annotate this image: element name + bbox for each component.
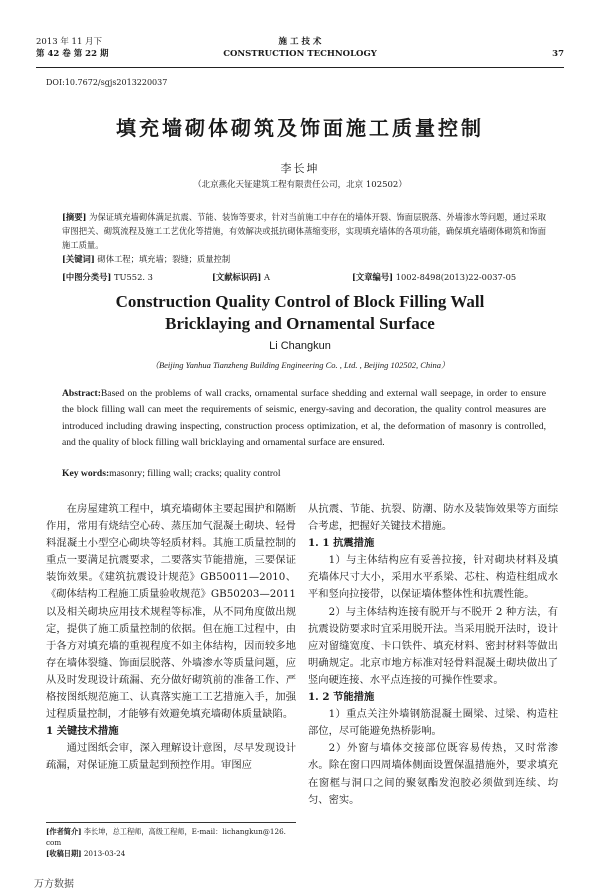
footnote-received: [46, 848, 296, 859]
energy-item-1: 1）重点关注外墙钢筋混凝土圈梁、过梁、构造柱部位，尽可能避免热桥影响。: [308, 708, 558, 738]
subsection-heading-1-2: 1. 2 节能措施: [308, 691, 375, 704]
page-number: 37: [552, 49, 564, 59]
body-column-right: [308, 501, 558, 809]
affiliation-en: （Beijing Yanhua Tianzheng Building Engineering Co. , Ltd. , Beijing 102502, China）: [150, 360, 450, 370]
footnote-author-text: 李长坤，总工程师，高级工程师，E-mail：lichangkun@126. com: [46, 827, 286, 847]
clc-number: [62, 271, 153, 283]
intro-paragraph: 在房屋建筑工程中，填充墙砌体主要起围护和隔断作用，常用有烧结空心砖、蒸压加气混凝土砌块、轻骨料混凝土小型空心砌块等轻质材料。其施工质量控制的重点一要满足抗震要求，二要落实节能措施，三要保证装饰效果。《建筑抗震设计规范》GB50011—2010、《砌体结构工程施工质量验收规范》GB50203—2011 以及相关砌块应用技术规程等标准，从不同角度做出规定，提供了施工质量控制的依据。但在施工过程中，由于各方对填充墙的重视程度不如主体结构，因而较多地存在墙体裂缝、饰面层脱落、外墙渗水等质量问题，应从及时发现设计疏漏、充分做好砌筑前的准备工作、严格按图纸规范施工、认真落实施工工艺措施入手，加强过程质量控制，才能够有效避免填充墙砌体质量缺陷。: [46, 503, 296, 721]
wanfang-logo: 万方数据: [34, 879, 74, 890]
article-no-value: 1002-8498(2013)22-0037-05: [395, 272, 517, 282]
footnote-author: [46, 826, 296, 848]
abstract-cn-label: [摘要]: [62, 212, 87, 222]
continued-paragraph: 从抗震、节能、抗裂、防潮、防水及装饰效果等方面综合考虑，把握好关键技术措施。: [308, 503, 558, 533]
article-number: [352, 271, 516, 283]
abstract-cn: [62, 210, 546, 266]
affiliation-cn: （北京燕化天钲建筑工程有限责任公司，北京 102502）: [193, 180, 407, 190]
abstract-cn-text: 为保证填充墙砌体满足抗震、节能、装饰等要求，针对当前施工中存在的墙体开裂、饰面层脱落、外墙渗水等问题，通过采取审图把关、砌筑流程及施工工艺优化等措施，有效解决或抵抗砌体蒸缩变形，实现填充墙体的各项功能，确保填充墙砌体砌筑和饰面施工质量。: [62, 212, 546, 250]
doc-code: [212, 271, 270, 283]
running-header: [36, 36, 564, 66]
doi: DOI:10.7672/sgjs2013220037: [46, 78, 168, 87]
title-en: [0, 291, 600, 335]
abstract-en: [62, 386, 546, 452]
footnote-received-text: 2013-03-24: [83, 849, 126, 858]
issue-date: 2013 年 11 月下: [36, 37, 103, 47]
article-no-label: [文章编号]: [352, 272, 394, 282]
clc-value: TU552. 3: [113, 272, 153, 282]
footnote: [46, 826, 296, 859]
seismic-item-2: 2）与主体结构连接有脱开与不脱开 2 种方法，有抗震设防要求时宜采用脱开法。当采用脱开法时，设计应对留缝宽度、卡口铁件、填充材料、密封材料等做出明确规定。北京市地方标准对轻骨料混凝土砌块做出了竖向硬连接、水平点连接的可操作性要求。: [308, 605, 558, 686]
seismic-item-1: 1）与主体结构应有妥善拉接，针对砌块材料及填充墙体尺寸大小，采用水平系梁、芯柱、构造柱组成水平和竖向拉接带，以保证墙体整体性和抗震性能。: [308, 554, 558, 601]
energy-item-2: 2）外窗与墙体交接部位既容易传热，又时常渗水。除在窗口四周墙体侧面设置保温措施外，要求填充在窗框与洞口之间的聚氨酯发泡胶必须做到连续、均匀、密实。: [308, 742, 558, 806]
abstract-en-label: Abstract:: [62, 388, 101, 399]
doc-code-value: A: [263, 272, 270, 282]
title-cn: 填充墙砌体砌筑及饰面施工质量控制: [116, 116, 484, 140]
keywords-en-label: Key words:: [62, 468, 110, 479]
keywords-cn-label: [关键词]: [62, 254, 95, 264]
keywords-cn-text: 砌体工程；填充墙；裂缝；质量控制: [97, 254, 231, 264]
title-en-line2: Bricklaying and Ornamental Surface: [165, 314, 435, 333]
journal-name: [36, 36, 564, 60]
classification-line: [62, 271, 546, 283]
footnote-received-label: [收稿日期]: [46, 849, 82, 858]
title-en-line1: Construction Quality Control of Block Filling Wall: [115, 292, 485, 311]
keywords-en-text: masonry; filling wall; cracks; quality control: [109, 468, 281, 479]
body-column-left: [46, 501, 296, 775]
header-rule: [36, 67, 564, 68]
journal-name-en: CONSTRUCTION TECHNOLOGY: [223, 49, 377, 59]
author-en: Li Changkun: [269, 340, 331, 352]
author-cn: 李长坤: [280, 162, 320, 175]
issue-volume: 第 42 卷 第 22 期: [36, 49, 109, 59]
clc-label: [中图分类号]: [62, 272, 112, 282]
journal-name-cn: 施 工 技 术: [278, 37, 322, 47]
footnote-rule: [46, 822, 296, 823]
abstract-en-text: Based on the problems of wall cracks, ornamental surface shedding and external wall seepage, in order to ensure the block filling wall can meet the requirements of seismic, energy-saving and decoration, the quality control measures are introduced including drawing inspecting, construction process optimization, et al, the deformation of masonry is controlled, and the quality of block filling wall bricklaying and ornamental surface are ensured.: [62, 388, 546, 449]
subsection-heading-1-1: 1. 1 抗震措施: [308, 537, 375, 550]
keywords-en: [62, 468, 546, 479]
footnote-author-label: [作者简介]: [46, 827, 82, 836]
section-heading-1: 1 关键技术措施: [46, 725, 119, 738]
doc-code-label: [文献标识码]: [212, 272, 262, 282]
section-1-paragraph: 通过图纸会审，深入理解设计意图，尽早发现设计疏漏，对保证施工质量起到预控作用。审图应: [46, 742, 296, 772]
